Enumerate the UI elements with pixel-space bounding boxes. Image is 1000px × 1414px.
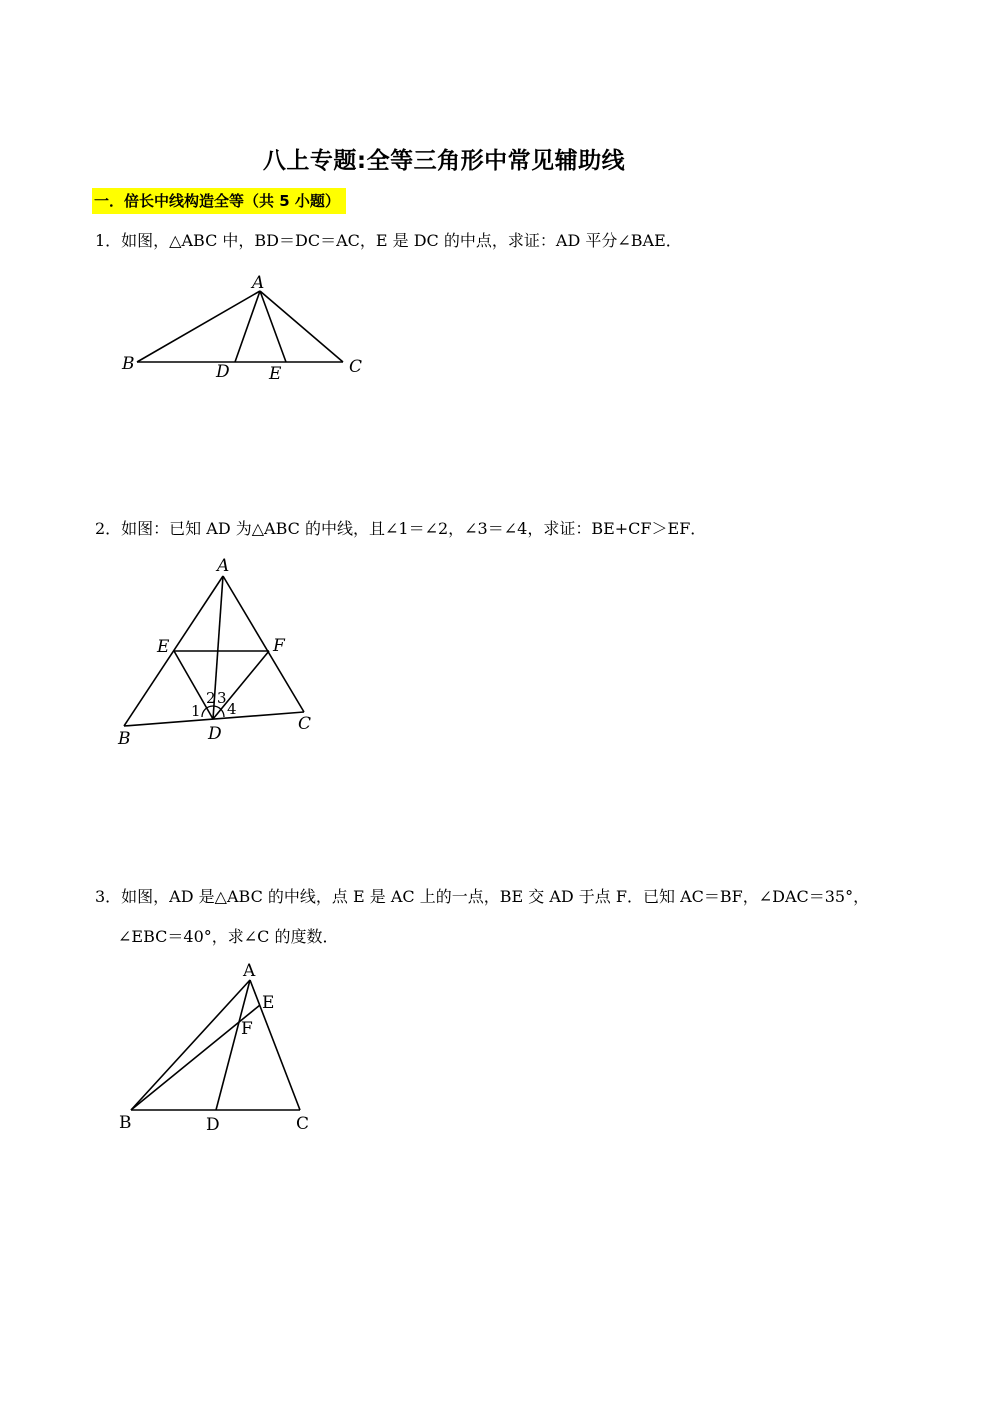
label-B: B <box>118 729 131 749</box>
label-D: D <box>208 724 222 744</box>
segment-AC <box>250 980 300 1110</box>
angle-label-2: 2 <box>206 689 216 707</box>
label-C: C <box>298 714 312 734</box>
label-E: E <box>157 637 170 657</box>
page-title: 八上专题:全等三角形中常见辅助线 <box>262 148 626 174</box>
label-A: A <box>243 961 256 981</box>
angle-label-4: 4 <box>227 700 237 718</box>
label-E: E <box>269 364 282 384</box>
angle-label-3: 3 <box>217 689 227 707</box>
label-D: D <box>216 362 230 382</box>
label-A: A <box>217 556 230 576</box>
label-A: A <box>252 273 265 293</box>
label-B: B <box>122 354 135 374</box>
label-D: D <box>206 1115 220 1135</box>
question-3-text-line2: ∠EBC＝40°，求∠C 的度数． <box>118 927 339 946</box>
label-F: F <box>241 1019 253 1039</box>
section-heading: 一．倍长中线构造全等（共 5 小题） <box>92 188 346 214</box>
label-E: E <box>262 993 275 1013</box>
label-B: B <box>119 1113 132 1133</box>
segment-AB <box>131 980 250 1110</box>
label-C: C <box>296 1114 310 1134</box>
question-1-text: 1．如图，△ABC 中，BD＝DC＝AC，E 是 DC 的中点，求证：AD 平分∠BAE． <box>95 231 682 250</box>
question-2-text: 2．如图：已知 AD 为△ABC 的中线，且∠1＝∠2，∠3＝∠4，求证：BE+CF＞EF． <box>95 519 707 538</box>
label-F: F <box>273 636 285 656</box>
angle-label-1: 1 <box>191 702 201 720</box>
label-C: C <box>349 357 363 377</box>
question-3-text-line1: 3．如图，AD 是△ABC 的中线，点 E 是 AC 上的一点，BE 交 AD 于点 F．已知 AC＝BF，∠DAC＝35°， <box>95 887 870 906</box>
